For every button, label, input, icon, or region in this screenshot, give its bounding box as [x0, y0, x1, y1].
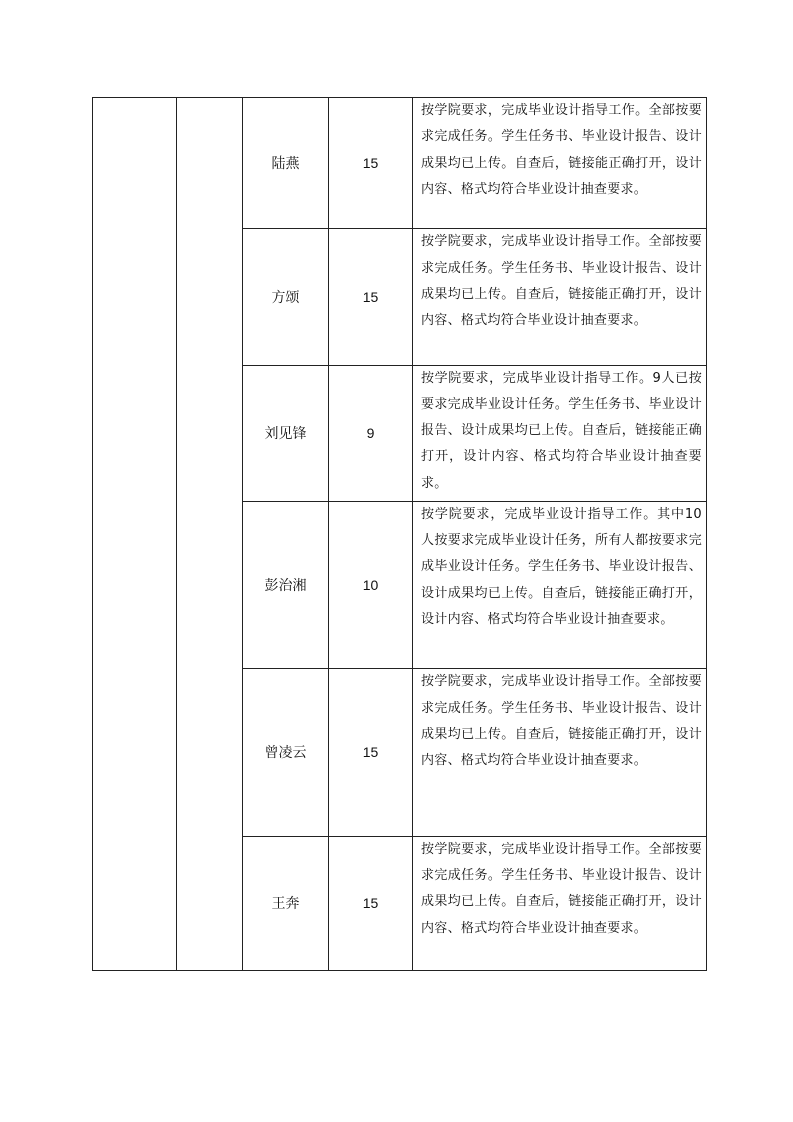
supervisor-name: 曾凌云 — [243, 669, 329, 836]
document-table-container — [92, 97, 706, 971]
student-count: 15 — [329, 229, 413, 365]
completion-description: 按学院要求，完成毕业设计指导工作。全部按要求完成任务。学生任务书、毕业设计报告、设计成果均已上传。自查后，链接能正确打开，设计内容、格式均符合毕业设计抽查要求。 — [413, 229, 707, 365]
completion-description: 按学院要求，完成毕业设计指导工作。9人已按要求完成毕业设计任务。学生任务书、毕业设计报告、设计成果均已上传。自查后，链接能正确打开，设计内容、格式均符合毕业设计抽查要求。 — [413, 365, 707, 501]
supervisor-name: 王奔 — [243, 836, 329, 970]
completion-description: 按学院要求，完成毕业设计指导工作。全部按要求完成任务。学生任务书、毕业设计报告、设计成果均已上传。自查后，链接能正确打开，设计内容、格式均符合毕业设计抽查要求。 — [413, 98, 707, 229]
completion-description: 按学院要求，完成毕业设计指导工作。全部按要求完成任务。学生任务书、毕业设计报告、设计成果均已上传。自查后，链接能正确打开，设计内容、格式均符合毕业设计抽查要求。 — [413, 669, 707, 836]
student-count: 9 — [329, 365, 413, 501]
graduation-design-table — [92, 97, 707, 971]
student-count: 15 — [329, 836, 413, 970]
table-row — [93, 98, 707, 229]
supervisor-name: 方颂 — [243, 229, 329, 365]
merged-cell-left — [93, 98, 177, 971]
merged-cell-second — [177, 98, 243, 971]
student-count: 15 — [329, 669, 413, 836]
supervisor-name: 刘见锋 — [243, 365, 329, 501]
supervisor-name: 彭治湘 — [243, 501, 329, 668]
supervisor-name: 陆燕 — [243, 98, 329, 229]
completion-description: 按学院要求，完成毕业设计指导工作。全部按要求完成任务。学生任务书、毕业设计报告、设计成果均已上传。自查后，链接能正确打开，设计内容、格式均符合毕业设计抽查要求。 — [413, 836, 707, 970]
student-count: 10 — [329, 501, 413, 668]
student-count: 15 — [329, 98, 413, 229]
completion-description: 按学院要求，完成毕业设计指导工作。其中10人按要求完成毕业设计任务，所有人都按要求完成毕业设计任务。学生任务书、毕业设计报告、设计成果均已上传。自查后，链接能正确打开，设计内容、格式均符合毕业设计抽查要求。 — [413, 501, 707, 668]
